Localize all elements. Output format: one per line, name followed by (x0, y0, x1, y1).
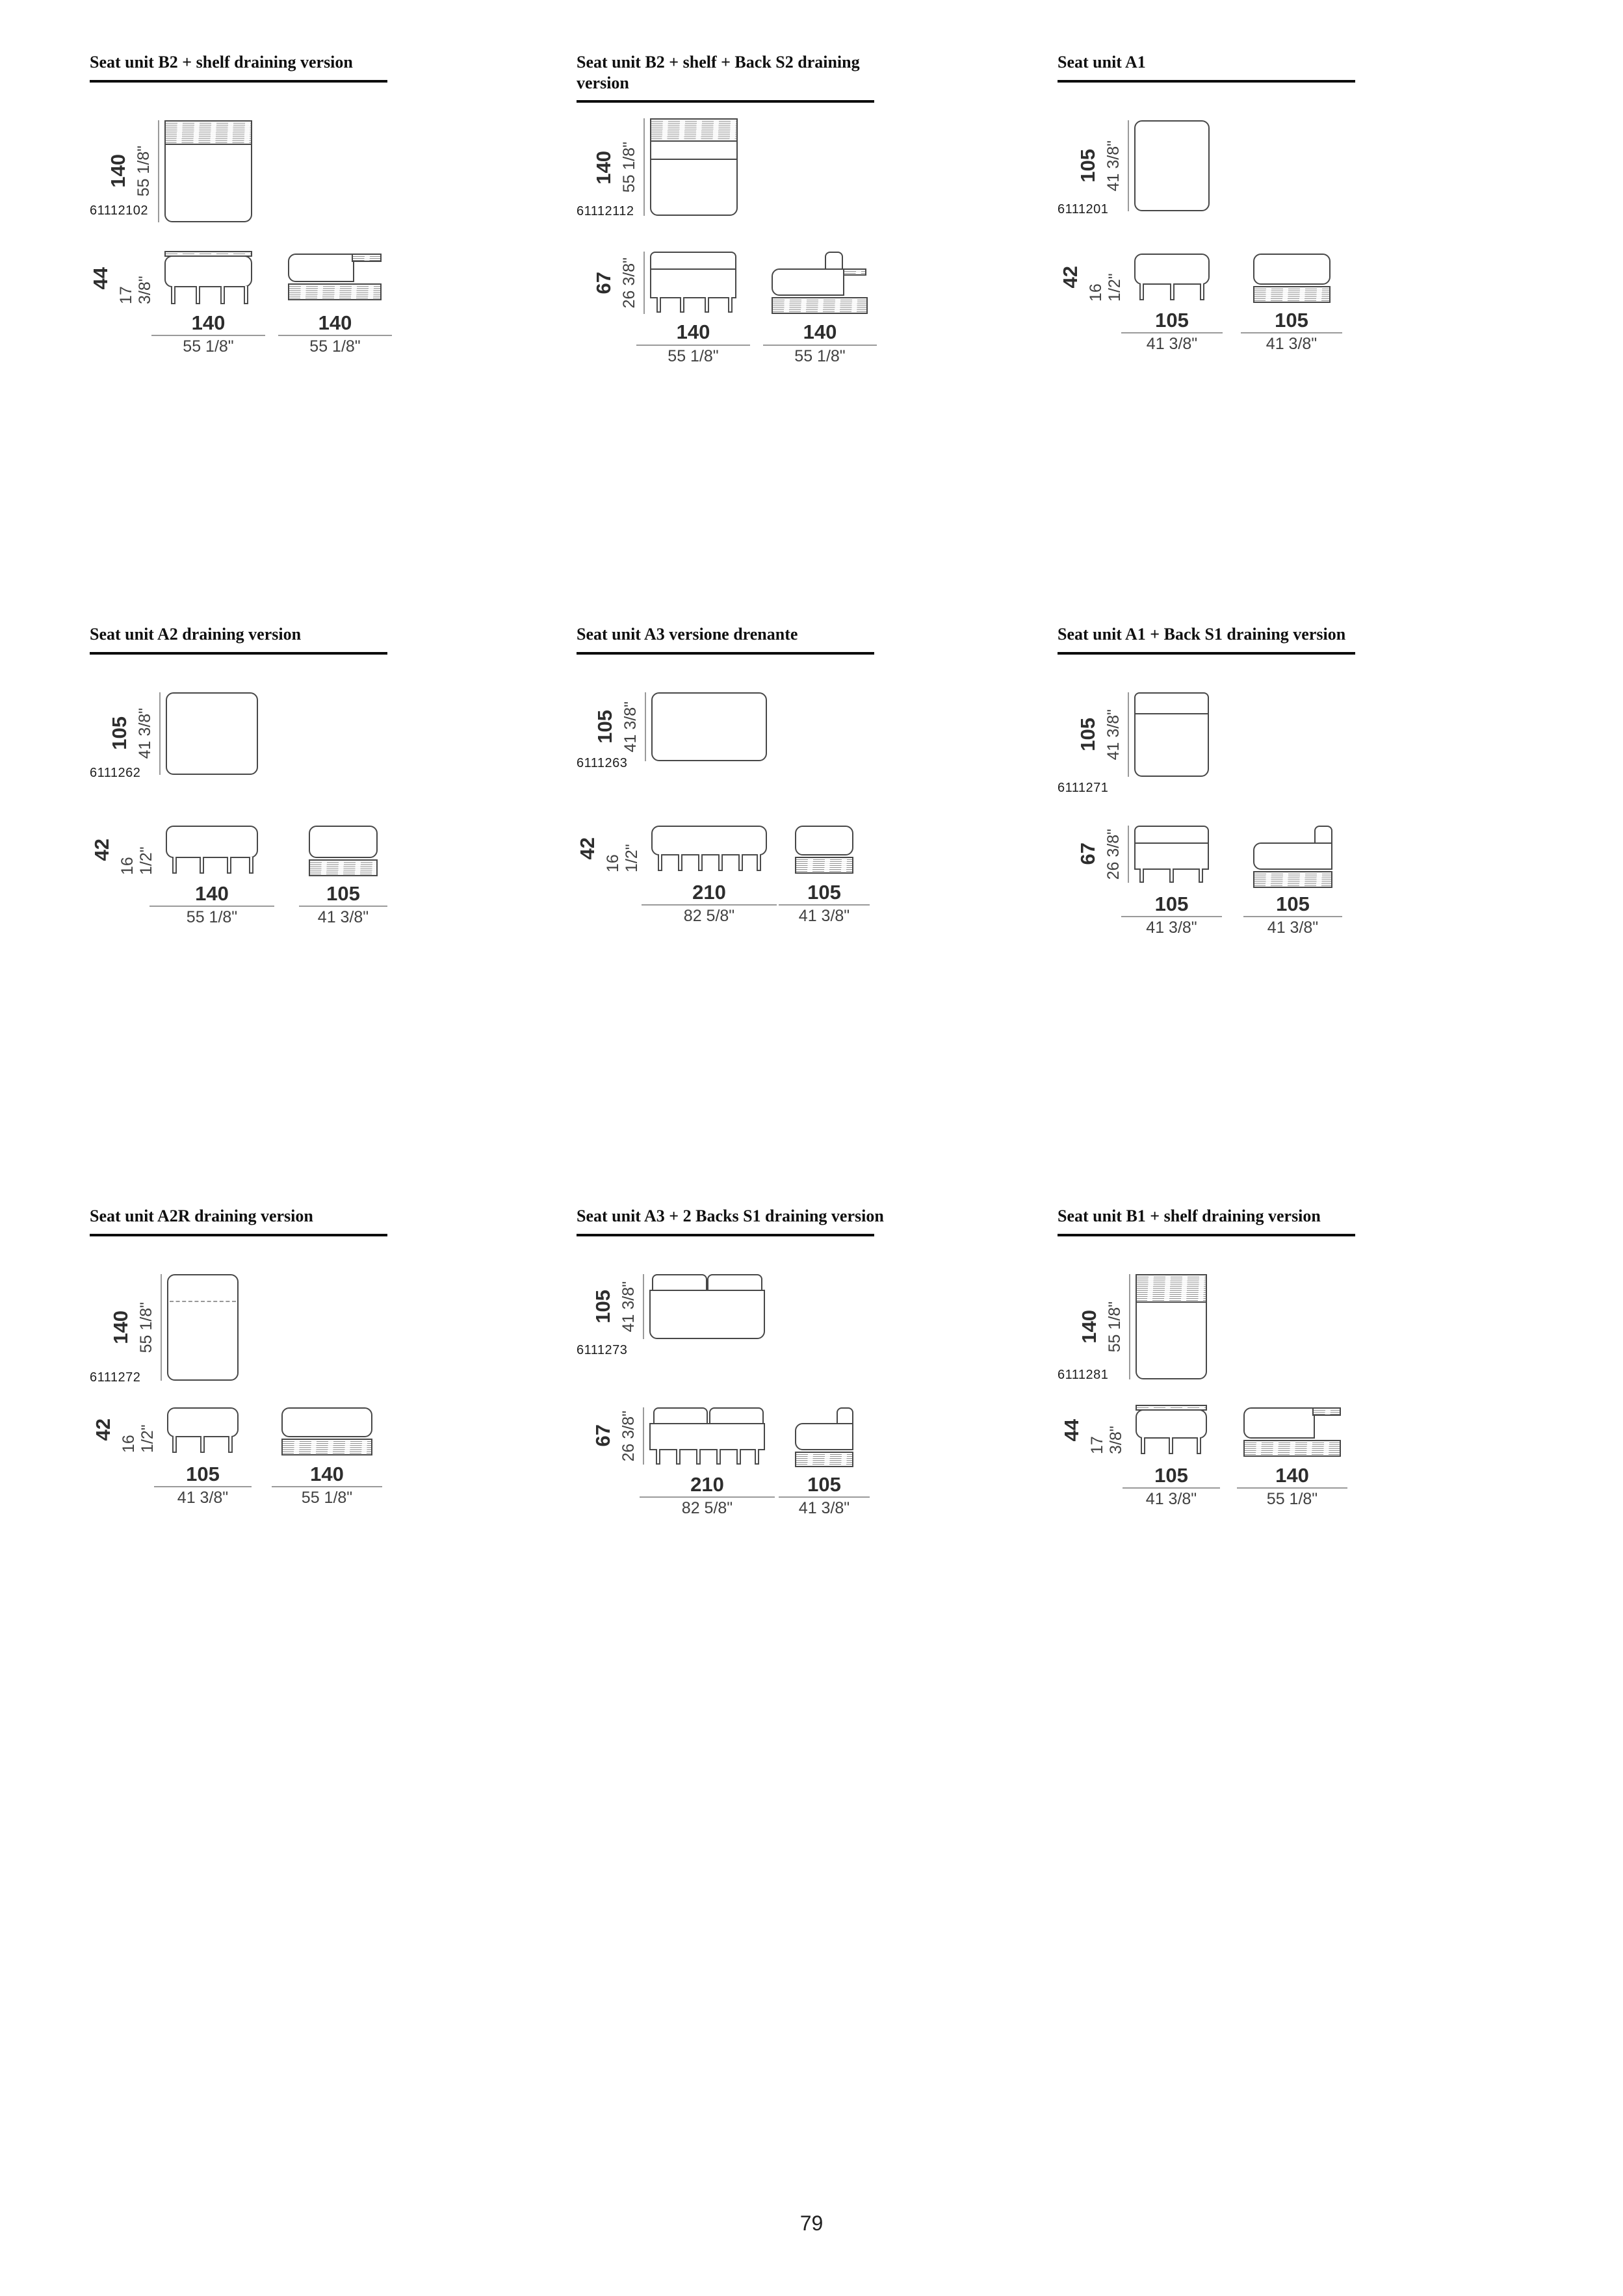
product-cell (577, 1206, 1061, 1560)
dimension-cm: 42 (1059, 266, 1082, 289)
product-code: 6111281 (1058, 1367, 1109, 1382)
product-title: Seat unit A1 (1058, 53, 1146, 72)
product-cell (90, 1206, 574, 1560)
dimension-line (1129, 1274, 1130, 1379)
dimension-inch: 55 1/8" (183, 337, 234, 356)
dimension-cm: 105 (1155, 308, 1189, 332)
back-top-view (650, 140, 738, 160)
back-top-view (652, 1274, 707, 1291)
front-height-dimension (590, 1407, 644, 1465)
seat-side-view (795, 826, 853, 855)
dimension-inch: 41 3/8" (1266, 334, 1318, 353)
plan-depth-dimension (1076, 1274, 1130, 1379)
product-title: Seat unit A3 versione drenante (577, 625, 798, 644)
back-front-view (1134, 826, 1209, 844)
dimension-inch: 41 3/8" (798, 1498, 850, 1517)
dimension-cm: 105 (186, 1462, 220, 1485)
dimension-line (1237, 1487, 1347, 1489)
side-width-dimension (1243, 893, 1342, 936)
dimension-cm: 42 (92, 1418, 114, 1441)
product-cell (1058, 52, 1542, 406)
front-width-dimension (640, 1474, 775, 1517)
seat-leg (718, 854, 723, 871)
dimension-inch: 41 3/8" (1104, 709, 1123, 760)
dimension-inch: 82 5/8" (681, 1498, 733, 1517)
dimension-line (645, 692, 646, 761)
dimension-line (161, 1274, 162, 1381)
dimension-cm: 140 (191, 311, 226, 334)
dimension-line (642, 904, 777, 906)
dimension-line (154, 1486, 252, 1487)
dimension-line (779, 904, 870, 906)
dimension-inch: 26 3/8" (619, 1410, 638, 1461)
dimension-inch: 82 5/8" (683, 906, 735, 925)
dimension-inch: 41 3/8" (1146, 918, 1197, 937)
dimension-cm: 105 (326, 881, 360, 905)
dimension-inch: 41 3/8" (621, 701, 640, 752)
seat-leg (249, 857, 253, 874)
seat-front-view (1134, 254, 1210, 285)
dimension-line (1121, 332, 1223, 333)
seat-leg (172, 1436, 177, 1453)
product-cell (577, 52, 1061, 404)
dimension-cm: 210 (690, 1472, 724, 1496)
seat-leg (678, 854, 682, 871)
side-width-dimension (779, 881, 870, 924)
plan-depth-dimension (1074, 692, 1129, 777)
plan-depth-dimension (1074, 120, 1129, 211)
draining-base-hatch (309, 859, 378, 876)
seat-leg (172, 857, 177, 874)
dimension-inch: 55 1/8" (668, 346, 719, 365)
product-cell (90, 52, 574, 406)
seat-leg (680, 297, 684, 313)
draining-base-hatch (1253, 871, 1332, 888)
dimension-line (272, 1486, 382, 1487)
seat-side-view (309, 826, 378, 858)
dimension-cm: 140 (803, 320, 837, 344)
dimension-cm: 42 (576, 837, 599, 860)
front-height-dimension (90, 826, 161, 875)
product-code: 6111273 (577, 1342, 628, 1357)
seat-top-view (650, 159, 738, 216)
shelf-top-view-hatch (650, 118, 738, 142)
seat-top-view (1134, 120, 1210, 211)
seat-leg (244, 286, 248, 304)
dimension-inch: 55 1/8" (186, 907, 238, 926)
seat-leg (228, 1436, 233, 1453)
technical-drawing (577, 692, 1061, 978)
technical-drawing (1058, 692, 1542, 978)
dimension-inch: 55 1/8" (1106, 1301, 1124, 1352)
side-width-dimension (272, 1463, 382, 1506)
shelf-side-view-hatch (843, 268, 866, 276)
title-rule (1058, 652, 1355, 655)
seat-side-view (1253, 254, 1331, 285)
title-rule (577, 100, 874, 103)
dimension-line (1243, 916, 1342, 917)
dimension-cm: 44 (1060, 1419, 1083, 1442)
dimension-line (643, 252, 645, 314)
dimension-inch: 26 3/8" (1104, 828, 1123, 880)
seat-leg (1199, 868, 1203, 883)
front-width-dimension (636, 321, 750, 364)
dimension-inch: 17 3/8" (117, 276, 154, 304)
dimension-cm: 67 (1076, 842, 1099, 865)
seat-leg (716, 1449, 721, 1465)
dimension-inch: 17 3/8" (1088, 1426, 1125, 1454)
dimension-cm: 140 (1078, 1309, 1100, 1344)
dimension-line (159, 692, 161, 775)
dimension-line (151, 335, 265, 336)
front-height-dimension (92, 1407, 162, 1453)
product-code: 6111263 (577, 755, 628, 770)
seat-leg (696, 1449, 701, 1465)
back-side-view (837, 1407, 853, 1424)
dimension-inch: 55 1/8" (137, 1301, 155, 1353)
dimension-line (636, 345, 750, 346)
dimension-cm: 105 (1275, 308, 1308, 332)
seat-leg (656, 297, 661, 313)
dimension-cm: 67 (592, 272, 615, 294)
technical-drawing (90, 1274, 574, 1560)
dimension-cm: 42 (90, 839, 113, 861)
dimension-line (1128, 826, 1129, 883)
seat-leg (1141, 1437, 1145, 1454)
dimension-cm: 140 (318, 311, 352, 334)
title-rule (90, 652, 387, 655)
dimension-inch: 41 3/8" (798, 906, 850, 925)
side-width-dimension (299, 883, 387, 926)
dimension-inch: 41 3/8" (136, 708, 154, 759)
dimension-cm: 140 (1275, 1463, 1309, 1487)
dimension-inch: 41 3/8" (1267, 918, 1319, 937)
plan-depth-dimension (107, 1274, 162, 1381)
front-height-dimension (1074, 826, 1129, 883)
draining-base-hatch (1253, 286, 1331, 303)
title-rule (90, 80, 387, 83)
front-height-dimension (1059, 254, 1129, 302)
back-front-view (653, 1407, 708, 1424)
dimension-line (779, 1496, 870, 1498)
seat-top-view (166, 692, 258, 775)
dimension-line (278, 335, 392, 336)
side-width-dimension (763, 321, 877, 364)
dimension-cm: 140 (592, 150, 615, 185)
dimension-line (643, 1274, 644, 1339)
seat-front-view (166, 826, 258, 858)
dimension-cm: 105 (1276, 892, 1310, 915)
dimension-cm: 210 (692, 880, 726, 904)
seat-leg (705, 297, 709, 313)
dimension-inch: 26 3/8" (620, 257, 638, 309)
seat-leg (738, 854, 743, 871)
plan-depth-dimension (591, 692, 646, 761)
seat-leg (1169, 1437, 1173, 1454)
dimension-line (640, 1496, 775, 1498)
product-title: Seat unit B1 + shelf draining version (1058, 1207, 1321, 1225)
dimension-inch: 41 3/8" (619, 1281, 638, 1332)
front-height-dimension (576, 826, 646, 872)
front-width-dimension (1121, 309, 1223, 352)
seat-leg (1170, 283, 1175, 300)
dimension-line (149, 906, 274, 907)
dimension-inch: 41 3/8" (1146, 334, 1198, 353)
seat-front-view (1136, 1409, 1207, 1439)
title-rule (577, 652, 874, 655)
title-rule (1058, 80, 1355, 83)
seat-side-view (281, 1407, 372, 1437)
dimension-inch: 55 1/8" (794, 346, 846, 365)
seat-leg (736, 1449, 741, 1465)
product-title: Seat unit B2 + shelf draining version (90, 53, 353, 72)
draining-base-hatch (288, 283, 382, 300)
dimension-inch: 55 1/8" (620, 142, 638, 193)
dimension-cm: 67 (591, 1424, 614, 1447)
dimension-cm: 105 (807, 880, 841, 904)
side-width-dimension (779, 1474, 870, 1517)
plan-depth-dimension (590, 1274, 644, 1339)
seat-leg (227, 857, 231, 874)
seat-leg (220, 286, 225, 304)
product-cell (1058, 624, 1542, 978)
dimension-inch: 16 1/2" (1087, 273, 1124, 302)
product-title: Seat unit A2R draining version (90, 1207, 313, 1225)
front-width-dimension (149, 883, 274, 926)
seat-top-view (1136, 1301, 1207, 1379)
seat-side-view (1243, 1407, 1315, 1439)
technical-drawing (1058, 120, 1542, 406)
seat-leg (196, 286, 200, 304)
dimension-cm: 105 (1076, 148, 1099, 183)
dimension-cm: 140 (310, 1462, 344, 1485)
seat-leg (171, 286, 175, 304)
front-height-dimension (1060, 1407, 1130, 1454)
back-front-view (650, 252, 736, 270)
product-cell (577, 624, 1061, 978)
seat-leg (1197, 1437, 1201, 1454)
seat-leg (728, 297, 733, 313)
dimension-inch: 55 1/8" (301, 1488, 353, 1507)
side-width-dimension (1241, 309, 1342, 352)
dimension-cm: 105 (591, 1289, 614, 1324)
dimension-line (158, 120, 159, 222)
shelf-top-view-hatch (164, 120, 252, 145)
dimension-cm: 140 (676, 320, 710, 344)
seat-top-view (164, 144, 252, 222)
dimension-inch: 41 3/8" (317, 907, 369, 926)
technical-drawing (90, 692, 574, 978)
seat-front-view (164, 255, 252, 287)
seat-front-view (650, 268, 736, 298)
technical-drawing (577, 1274, 1061, 1560)
seat-leg (1139, 868, 1144, 883)
page-number: 79 (799, 2211, 824, 2235)
draining-base-hatch (795, 1452, 853, 1467)
back-side-view (825, 252, 843, 270)
dimension-line (1121, 916, 1222, 917)
technical-drawing (1058, 1274, 1542, 1560)
front-width-dimension (1123, 1465, 1220, 1507)
dimension-inch: 55 1/8" (1266, 1489, 1318, 1508)
dimension-cm: 105 (807, 1472, 841, 1496)
seat-leg (1169, 868, 1174, 883)
product-title: Seat unit A2 draining version (90, 625, 302, 644)
seat-top-view (649, 1290, 765, 1339)
product-title: Seat unit A3 + 2 Backs S1 draining version (577, 1207, 884, 1225)
dimension-inch: 16 1/2" (604, 844, 641, 872)
seat-leg (698, 854, 703, 871)
seat-front-view (651, 826, 767, 855)
side-width-dimension (1237, 1465, 1347, 1507)
front-height-dimension (590, 252, 645, 314)
seat-leg (676, 1449, 681, 1465)
dimension-inch: 55 1/8" (309, 337, 361, 356)
draining-base-hatch (795, 857, 853, 874)
back-side-view (1314, 826, 1332, 844)
technical-drawing (577, 118, 1061, 404)
plan-depth-dimension (105, 120, 159, 222)
dimension-inch: 16 1/2" (120, 1424, 157, 1453)
dimension-line (643, 118, 645, 216)
dimension-line (643, 1407, 644, 1465)
draining-base-hatch (281, 1439, 372, 1455)
dimension-inch: 41 3/8" (1145, 1489, 1197, 1508)
plan-depth-dimension (106, 692, 161, 775)
seat-leg (200, 1436, 205, 1453)
seat-front-view (1134, 842, 1209, 870)
shelf-side-view-hatch (1312, 1407, 1341, 1416)
front-width-dimension (154, 1463, 252, 1506)
dimension-cm: 140 (109, 1310, 132, 1344)
shelf-top-view-hatch (1136, 1274, 1207, 1303)
draining-base-hatch (772, 297, 868, 314)
dimension-line (1123, 1487, 1220, 1489)
shelf-side-view-hatch (352, 254, 382, 262)
seat-top-view (651, 692, 767, 761)
dimension-inch: 16 1/2" (118, 846, 155, 875)
plan-depth-dimension (590, 118, 645, 216)
dimension-inch: 41 3/8" (177, 1488, 229, 1507)
dimension-inch: 55 1/8" (135, 146, 153, 197)
draining-base-hatch (1243, 1440, 1341, 1457)
product-code: 6111201 (1058, 202, 1109, 216)
product-title: Seat unit B2 + shelf + Back S2 draining version (577, 53, 860, 92)
dimension-cm: 105 (108, 716, 131, 751)
product-code: 6111271 (1058, 780, 1109, 795)
dimension-cm: 44 (89, 267, 112, 290)
seat-side-view (772, 268, 844, 296)
product-code: 6111262 (90, 765, 141, 780)
seat-side-view (795, 1423, 853, 1450)
side-width-dimension (278, 312, 392, 355)
product-cell (1058, 1206, 1542, 1560)
back-top-view (707, 1274, 762, 1291)
seat-leg (200, 857, 204, 874)
product-code: 61112102 (90, 203, 149, 218)
front-width-dimension (1121, 893, 1222, 936)
product-code: 61112112 (577, 204, 634, 219)
dimension-line (299, 906, 387, 907)
seam-dashed-line (170, 1301, 236, 1302)
seat-leg (658, 854, 662, 871)
seat-side-view (1253, 842, 1332, 870)
back-front-view (709, 1407, 764, 1424)
product-cell (90, 624, 574, 978)
dimension-cm: 105 (593, 709, 616, 744)
title-rule (1058, 1234, 1355, 1236)
seat-side-view (288, 254, 354, 282)
seat-top-view (1134, 713, 1209, 777)
seat-leg (1200, 283, 1204, 300)
dimension-cm: 105 (1076, 717, 1099, 751)
seat-top-view (167, 1274, 239, 1381)
dimension-line (1128, 120, 1129, 211)
dimension-cm: 105 (1154, 892, 1189, 915)
back-top-view (1134, 692, 1209, 714)
title-rule (577, 1234, 874, 1236)
front-height-dimension (89, 254, 159, 304)
dimension-line (1128, 692, 1129, 777)
front-width-dimension (642, 881, 777, 924)
front-width-dimension (151, 312, 265, 355)
seat-leg (656, 1449, 660, 1465)
product-title: Seat unit A1 + Back S1 draining version (1058, 625, 1346, 644)
dimension-cm: 140 (195, 881, 229, 905)
dimension-line (763, 345, 877, 346)
title-rule (90, 1234, 387, 1236)
dimension-line (1241, 332, 1342, 333)
seat-leg (757, 854, 761, 871)
dimension-inch: 41 3/8" (1104, 140, 1123, 191)
technical-drawing (90, 120, 574, 406)
product-code: 6111272 (90, 1370, 141, 1385)
seat-front-view (649, 1423, 765, 1450)
dimension-cm: 140 (107, 154, 129, 189)
seat-leg (755, 1449, 759, 1465)
seat-leg (1139, 283, 1144, 300)
dimension-cm: 105 (1154, 1463, 1188, 1487)
seat-front-view (167, 1407, 239, 1437)
